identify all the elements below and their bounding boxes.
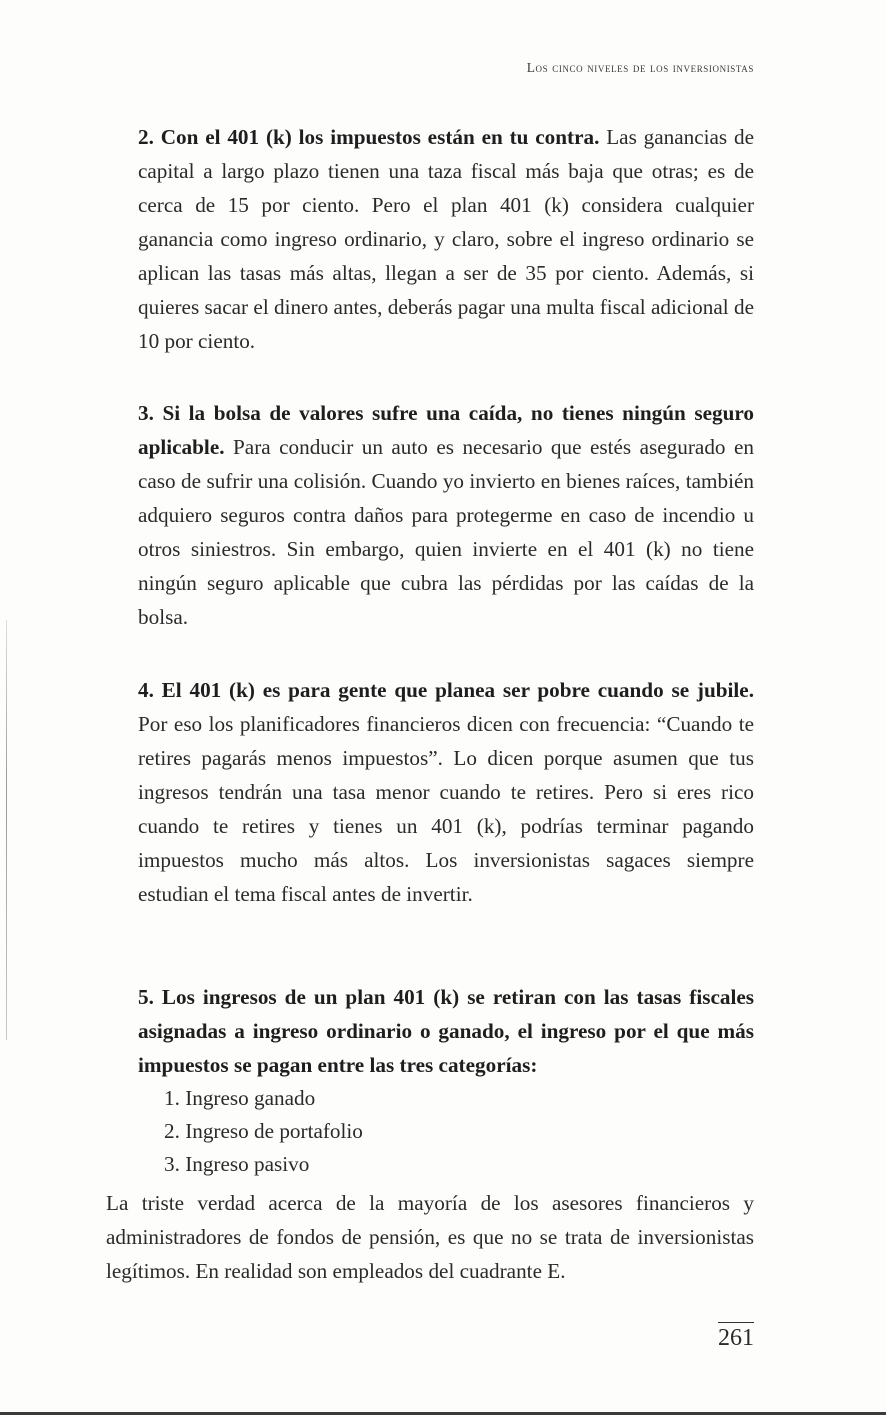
item-3-body: Para conducir un auto es necesario que estés asegurado en caso de sufrir una colisión. Cuando yo invierto en bienes raíces, también adquiero seguros contra daños para protegerme en caso de incendio u otros siniestros. Sin embargo, quien invierte en el 401 (k) no tiene ningún seguro aplicable que cubra las pérdidas por las caídas de la bolsa. <box>138 435 754 629</box>
running-head: Los cinco niveles de los inversionistas <box>526 60 754 75</box>
income-categories-list <box>138 1082 754 1181</box>
item-2-lead: 2. Con el 401 (k) los impuestos están en tu contra. <box>138 125 600 149</box>
item-3-lead: 3. Si la bolsa de valores sufre una caída, no tienes ningún seguro aplicable. <box>138 401 754 459</box>
list-item-3 <box>138 396 754 634</box>
list-item-4 <box>138 673 754 911</box>
item-2-body: Las ganancias de capital a largo plazo tienen una taza fiscal más baja que otras; es de cerca de 15 por ciento. Pero el plan 401 (k) considera cualquier ganancia como ingreso ordinario, y claro, sobre el ingreso ordinario se aplican las tasas más altas, llegan a ser de 35 por ciento. Además, si quieres sacar el dinero antes, deberás pagar una multa fiscal adicional de 10 por ciento. <box>138 125 754 353</box>
item-4-body: Por eso los planificadores financieros dicen con frecuencia: “Cuando te retires pagarás menos impuestos”. Lo dicen porque asumen que tus ingresos tendrán una tasa menor cuando te retires. Pero si eres rico cuando te retires y tienes un 401 (k), podrías terminar pagando impuestos mucho más altos. Los inversionistas sagaces siempre estudian el tema fiscal antes de invertir. <box>138 712 754 906</box>
list-item-2 <box>138 120 754 358</box>
income-category-item: 1. Ingreso ganado <box>164 1086 316 1110</box>
scan-bottom-edge <box>0 1412 886 1415</box>
item-4-paragraph <box>138 673 754 911</box>
closing-paragraph: La triste verdad acerca de la mayoría de los asesores financieros y administradores de fondos de pensión, es que no se trata de inversionistas legítimos. En realidad son empleados del cuadrante E. <box>106 1191 754 1283</box>
list-item-5 <box>138 980 754 1181</box>
item-4-lead: 4. El 401 (k) es para gente que planea ser pobre cuando se jubile. <box>138 678 754 702</box>
item-3-paragraph <box>138 396 754 634</box>
item-2-paragraph <box>138 120 754 358</box>
income-category-item: 3. Ingreso pasivo <box>164 1152 310 1176</box>
item-5-paragraph <box>138 980 754 1082</box>
item-5-lead: 5. Los ingresos de un plan 401 (k) se retiran con las tasas fiscales asignadas a ingreso ordinario o ganado, el ingreso por el que más impuestos se pagan entre las tres categorías: <box>138 985 754 1077</box>
income-category-item: 2. Ingreso de portafolio <box>164 1119 363 1143</box>
page-number: 261 <box>718 1322 754 1352</box>
scan-margin-mark <box>6 620 7 1040</box>
